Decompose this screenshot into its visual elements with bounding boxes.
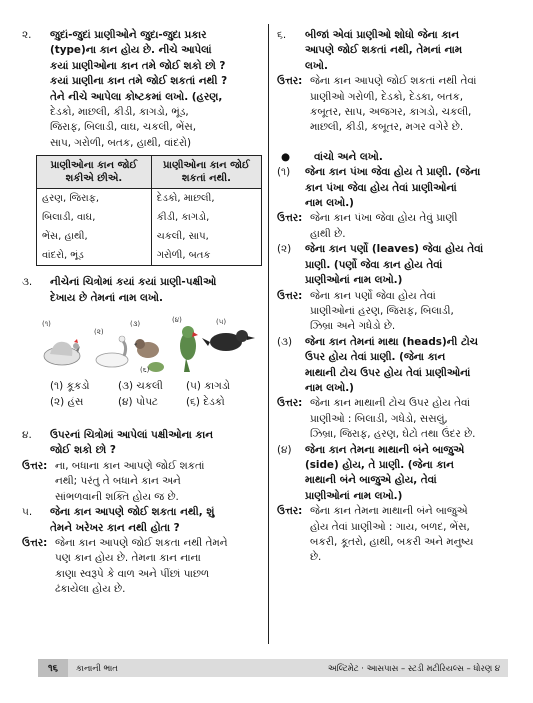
birds-illustration [36, 312, 262, 374]
answer-text: જેના કાન આપણે જોઈ શકતા નથી તેમને પણ કાન હોય છે. તેમના કાન નાના કાણા સ્વરૂપે કે વાળ અને પીંછાં પાછળ ઢંકાયેલા હોય છે. [55, 536, 228, 596]
option: (૫) કાગડો [186, 380, 231, 393]
question-number: ૬. [277, 29, 287, 41]
answer-text: જેના કાન આપણે જોઈ શકતાં નથી તેવાં પ્રાણીઓ ગરોળી, દેડકો, દેડકા, બતક, કબૂતર, સાપ, અજગર, કાગડો, ચકલી, માછલી, કીડી, કબૂતર, મગર વગેરે છે. [310, 75, 477, 134]
question-2 [22, 28, 262, 151]
question-6 [277, 28, 517, 74]
page-number: ૧૬ [38, 659, 68, 677]
answer-label: ઉત્તર: [277, 397, 303, 410]
question-text: નીચેનાં ચિત્રોમાં કયાં કયાં પ્રાણી-પક્ષીઓ દેખાય છે તેમનાં નામ લખો. [50, 276, 217, 304]
answer-item-2 [277, 289, 517, 335]
question-text: જેના કાન આપણે જોઈ શકતા નથી, શું તેમને ખરેખર કાન નથી હોતા ? [50, 506, 215, 534]
option: (૪) પોપટ [118, 396, 158, 409]
answer-label: ઉત્તર: [277, 505, 303, 518]
item-text: જેના કાન તેમના માથાની બંને બાજુએ (side) હોય, તે પ્રાણી. (જેના કાન માથાની બંને બાજુએ હોય, તેવાં પ્રાણીઓનાં નામ લખો.) [305, 443, 465, 502]
option: (૧) કૂકડો [50, 380, 90, 393]
item-2 [277, 242, 517, 288]
image-label: (૩) [130, 320, 141, 329]
item-number: (૨) [277, 243, 292, 256]
question-text: જુદાં-જુદાં પ્રાણીઓને જુદા-જુદા પ્રકાર (type)ના કાન હોય છે. નીચે આપેલાં કયાં પ્રાણીઓના કાન તમે જોઈ શકો છો ? કયાં પ્રાણીના કાન તમે જોઈ શકતાં નથી ? તેને નીચે આપેલા કોષ્ટકમાં લખો. (હરણ, દેડકો, માછલી, કીડી, કાગડો, ભૂંડ, જિરાફ, બિલાડી, વાઘ, ચકલી, ભેંસ, સાપ, ગરોળી, બતક, હાથી, વાંદરો) [50, 29, 228, 149]
item-text: જેના કાન પંખા જેવા હોય તે પ્રાણી. (જેના કાન પંખા જેવા હોય તેવાં પ્રાણીઓનાં નામ લખો.) [305, 166, 481, 210]
right-column [277, 28, 517, 566]
page-footer [38, 659, 508, 677]
question-number: ૩. [22, 276, 33, 289]
ears-table [36, 155, 262, 266]
question-4 [22, 428, 262, 459]
question-number: ૪. [22, 429, 32, 442]
answer-item-1 [277, 211, 517, 242]
section-heading: ● વાંચો અને લખો. [277, 150, 517, 165]
image-label: (૪) [172, 316, 182, 325]
question-text: ઉપરનાં ચિત્રોમાં આપેલાં પક્ષીઓના કાન જોઈ શકો છો ? [50, 429, 214, 457]
bullet-icon: ● [281, 150, 291, 163]
answer-5 [22, 536, 262, 598]
image-label: (૨) [94, 328, 104, 337]
answer-text: જેના કાન તેમના માથાની બંને બાજુએ હોય તેવાં પ્રાણીઓ : ગાય, બળદ, ભેંસ, બકરી, કૂતરો, હાથી, બકરી અને મનુષ્ય છે. [310, 505, 474, 564]
footer-chapter: કાનાની ભાત [76, 662, 118, 673]
answer-6 [277, 74, 517, 136]
answer-label: ઉત્તર: [277, 75, 303, 88]
image-label: (૫) [216, 318, 227, 327]
question-number: ૫. [22, 506, 33, 519]
table-row: વાંદરો, ભૂંડ ગરોળી, બતક [37, 246, 262, 266]
item-text: જેના કાન તેમનાં માથા (heads)ની ટોચ ઉપર હોય તેવાં પ્રાણી. (જેના કાન માથાની ટોચ ઉપર હોય તેવાં પ્રાણીઓનાં નામ લખો.) [305, 335, 478, 394]
answer-label: ઉત્તર: [22, 459, 48, 472]
column-divider [268, 24, 269, 644]
question-3 [22, 275, 262, 306]
table-row: બિલાડી, વાઘ, કીડી, કાગડો, [37, 208, 262, 227]
item-1 [277, 165, 517, 211]
image-label: (૬) [140, 366, 150, 375]
item-3 [277, 335, 517, 397]
item-number: (૧) [277, 166, 291, 179]
answer-text: જેના કાન પર્ણો જેવા હોય તેવાં પ્રાણીઓનાં હરણ, જિરાફ, બિલાડી, ઝિબ્રા અને ગધેડો છે. [310, 289, 454, 333]
option: (૩) ચકલી [118, 380, 163, 393]
question-5 [22, 505, 262, 536]
answer-options [50, 378, 262, 410]
table-header: પ્રાણીઓના કાન જોઈ શકતાં નથી. [151, 156, 261, 189]
footer-book-title: અલ્ટિમેટ · આસપાસ – સ્ટડી મટીરિયલ્સ – ધોરણ ૪ [327, 662, 500, 673]
item-text: જેના કાન પર્ણો (leaves) જેવા હોય તેવાં પ્રાણી. (પર્ણો જેવા કાન હોય તેવાં પ્રાણીઓનાં નામ લખો.) [305, 243, 484, 287]
answer-text: જેના કાન પંખા જેવા હોય તેવું પ્રાણી હાથી છે. [310, 212, 458, 240]
answer-label: ઉત્તર: [277, 212, 303, 225]
option: (૬) દેડકો [186, 396, 225, 409]
table-row: હરણ, જિરાફ, દેડકો, માછલી, [37, 189, 262, 209]
question-number: ૨. [22, 29, 32, 41]
answer-text: જેના કાન માથાની ટોચ ઉપર હોય તેવાં પ્રાણીઓ : બિલાડી, ગધેડો, સસલું, ઝિબ્રા, જિરાફ, હરણ, ઘેટો તથા ઉંદર છે. [310, 397, 476, 441]
table-row: ભેંસ, હાથી, ચકલી, સાપ, [37, 227, 262, 246]
item-number: (૪) [277, 443, 292, 456]
table-header: પ્રાણીઓના કાન જોઈ શકીએ છીએ. [37, 156, 152, 189]
item-4 [277, 443, 517, 505]
question-text: બીજાં એવાં પ્રાણીઓ શોધો જેના કાન આપણે જોઈ શકતાં નથી, તેમનાં નામ લખો. [305, 29, 463, 72]
answer-text: ના, બધાના કાન આપણે જોઈ શકતાં નથી; પરંતુ તે બધાને કાન અને સાંભળવાની શક્તિ હોય જ છે. [55, 459, 205, 503]
answer-item-4 [277, 504, 517, 566]
answer-label: ઉત્તર: [277, 289, 303, 302]
item-number: (૩) [277, 335, 293, 348]
answer-label: ઉત્તર: [22, 536, 48, 549]
answer-item-3 [277, 396, 517, 442]
left-column [22, 28, 262, 598]
answer-4 [22, 459, 262, 505]
option: (૨) હંસ [50, 396, 84, 409]
image-label: (૧) [42, 320, 51, 329]
